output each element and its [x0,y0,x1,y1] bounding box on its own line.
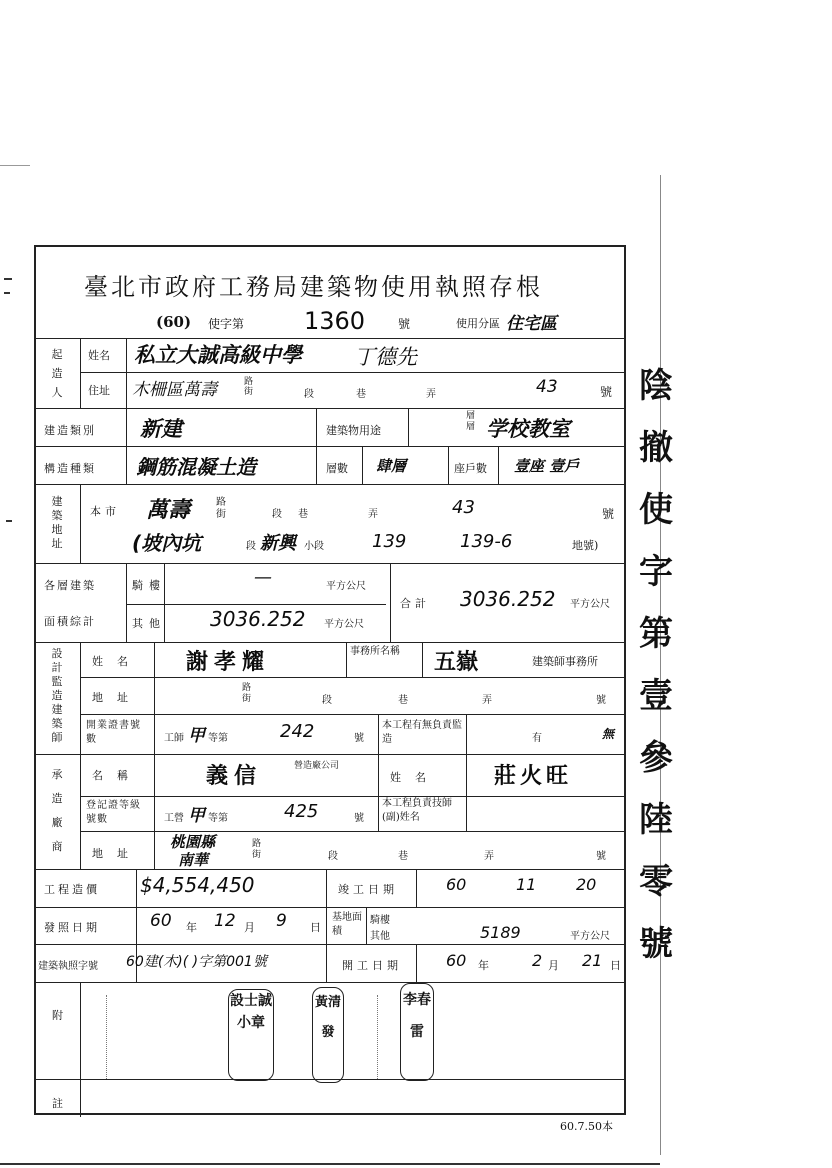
site-duan: 段 [272,509,282,520]
use-label: 建築物用途 [326,424,381,437]
owner-addr-duan: 段 [304,389,314,400]
category-value: 新建 [140,417,182,441]
owner-section-label: 起造人 [51,348,63,399]
designer-addr-road: 路街 [242,683,252,704]
designer-office-suffix: 建築師事務所 [532,655,598,668]
area-label-2: 面積綜計 [44,615,96,628]
contractor-person-label: 姓名 [390,771,440,784]
start-month: 2 [532,951,543,970]
form-title: 臺北市政府工務局建築物使用執照存根 [84,273,543,301]
permit-value: 60建(木)( )字第001號 [126,954,267,970]
site-land-subsection: 新興 [260,533,296,554]
contractor-name-value: 義信 [206,764,263,789]
side-margin-text: 陰 撤 使 字 第 壹 參 陸 零 號 [639,366,673,964]
site-xiang: 巷 [298,509,308,520]
designer-name-value: 謝孝耀 [186,650,271,675]
contractor-cert-mid: 等第 [208,813,228,824]
designer-addr-hao: 號 [596,695,606,706]
designer-office-value: 五嶽 [434,650,479,675]
complete-day: 20 [576,875,597,894]
contractor-name-suffix: 營造廠公司 [294,761,340,771]
contractor-tech-label: 本工程負責技師(副)姓名 [382,798,452,823]
designer-addr-xiang: 巷 [398,695,408,706]
contractor-cert-hao: 號 [354,813,364,824]
area-other-value: 3036.252 [210,607,306,631]
start-year-unit: 年 [478,959,489,972]
cost-label: 工程造價 [44,883,100,896]
site-number: 43 [452,497,475,518]
issue-day: 9 [276,911,287,931]
site-section-label: 建築地址 [51,495,63,550]
contractor-addr-value1: 桃園縣 [170,833,216,851]
floors-value: 肆層 [376,457,407,475]
site-land-district: (坡內坑 [132,531,202,555]
owner-name-label: 姓名 [88,349,110,362]
designer-addr-duan: 段 [322,695,332,706]
area-total-value: 3036.252 [460,587,556,611]
designer-resp-label: 本工程有無負責監造 [382,720,462,745]
issue-day-unit: 日 [310,921,321,934]
use-value: 学校教室 [486,417,570,441]
site-road-label: 路街 [216,497,226,520]
issue-year: 60 [150,911,172,931]
designer-cert-hao: 號 [354,733,364,744]
site-land-subsection-label: 小段 [304,541,324,552]
units-value: 壹座 壹戶 [514,457,580,475]
contractor-name-label: 名稱 [92,769,142,782]
designer-cert-label: 開業證書號數 [86,720,141,745]
contractor-cert-prefix: 工營 [164,813,184,824]
contractor-addr-nong: 弄 [484,851,494,862]
designer-addr-label: 地址 [92,691,142,704]
scan-bottom-edge [0,1163,660,1165]
start-month-unit: 月 [548,959,559,972]
owner-addr-road: 路街 [244,377,254,397]
license-form [34,245,626,1115]
owner-addr-xiang: 巷 [356,389,366,400]
start-label: 開工日期 [342,959,402,972]
scan-mark [4,292,10,294]
complete-year: 60 [446,875,467,894]
scan-mark [0,165,30,166]
license-number: 1360 [304,307,366,335]
print-code: 60.7.50本 [560,1120,613,1133]
designer-name-label: 姓名 [92,655,142,668]
contractor-addr-value2: 南華 [178,851,209,869]
area-arcade-value: — [254,567,272,588]
zone-value: 住宅區 [506,314,557,334]
area-label-1: 各層建築 [44,579,96,592]
cost-value: $4,554,450 [140,873,255,897]
contractor-addr-hao: 號 [596,851,606,862]
owner-addr-nong: 弄 [426,389,436,400]
owner-person: 丁德先 [354,345,417,369]
owner-addr-value: 木柵區萬壽 [132,380,217,400]
owner-name-value: 私立大誠高級中學 [134,343,302,367]
contractor-addr-duan: 段 [328,851,338,862]
contractor-cert-grade: 甲 [188,806,205,826]
base-other-value: 5189 [480,923,521,942]
structure-value: 鋼筋混凝土造 [136,455,256,479]
contractor-section-label: 承造廠商 [51,768,63,853]
license-suffix: 號 [398,317,411,331]
remarks-label-1: 附 [52,1009,63,1022]
area-arcade-label: 騎樓 [132,579,166,592]
license-prefix: (60) [156,313,192,331]
zone-label: 使用分區 [456,317,500,330]
remarks-label-2: 註 [52,1097,63,1110]
start-day: 21 [582,951,603,970]
issue-year-unit: 年 [186,921,197,934]
issue-month-unit: 月 [244,921,255,934]
issue-label: 發照日期 [44,921,100,934]
site-road-value: 萬壽 [146,498,191,523]
contractor-cert-num: 425 [284,801,319,822]
area-arcade-unit: 平方公尺 [326,581,366,592]
area-other-unit: 平方公尺 [324,619,364,630]
complete-month: 11 [516,875,537,894]
base-arcade-label: 騎樓 [370,915,390,926]
site-hao: 號 [602,507,615,521]
designer-resp-value: 有 [532,733,542,744]
floors-label: 層數 [326,462,348,475]
remarks-stamp-2: 黃清發 [312,987,344,1083]
contractor-addr-label: 地址 [92,847,142,860]
remarks-stamp-3: 李春雷 [400,983,434,1081]
owner-addr-hao: 號 [600,385,613,399]
start-day-unit: 日 [610,959,621,972]
use-floor: 層層 [466,411,476,432]
units-label: 座戶數 [454,462,487,475]
license-mid: 使字第 [208,317,245,331]
designer-cert-prefix: 工師 [164,733,184,744]
contractor-addr-xiang: 巷 [398,851,408,862]
site-land-num1: 139 [372,531,407,552]
area-other-label: 其他 [132,617,166,630]
base-other-label: 其他 [370,931,390,942]
complete-label: 竣工日期 [338,883,398,896]
remarks-guide [106,995,378,1079]
structure-label: 構造種類 [44,462,96,475]
designer-office-label: 事務所名稱 [350,646,400,657]
designer-section-label: 設計監造建築師 [51,647,63,744]
designer-cert-grade: 甲 [188,726,205,746]
start-year: 60 [446,951,467,970]
scan-mark [4,278,12,280]
owner-addr-label: 住址 [88,384,110,397]
category-label: 建造類別 [44,424,96,437]
permit-label: 建築執照字號 [38,961,98,972]
site-land-num2: 139-6 [460,531,513,552]
designer-resp-mark: 無 [602,727,615,741]
contractor-person-value: 莊火旺 [494,764,573,789]
designer-cert-mid: 等第 [208,733,228,744]
area-total-unit: 平方公尺 [570,599,610,610]
issue-month: 12 [214,911,236,931]
contractor-cert-label: 登記證等級號數 [86,800,141,825]
base-area-label: 基地面積 [332,912,362,937]
contractor-addr-road: 路街 [252,839,262,860]
site-nong: 弄 [368,509,378,520]
site-city: 本市 [90,505,120,518]
scan-mark [6,520,12,522]
site-land-section-label: 段 [246,541,256,552]
owner-addr-num: 43 [536,377,558,397]
area-total-label: 合計 [400,597,430,610]
site-land-hao: 地號) [572,539,599,552]
remarks-stamp-1: 設士誠小章 [228,989,274,1081]
designer-addr-nong: 弄 [482,695,492,706]
base-unit: 平方公尺 [570,931,610,942]
designer-cert-num: 242 [280,721,315,742]
